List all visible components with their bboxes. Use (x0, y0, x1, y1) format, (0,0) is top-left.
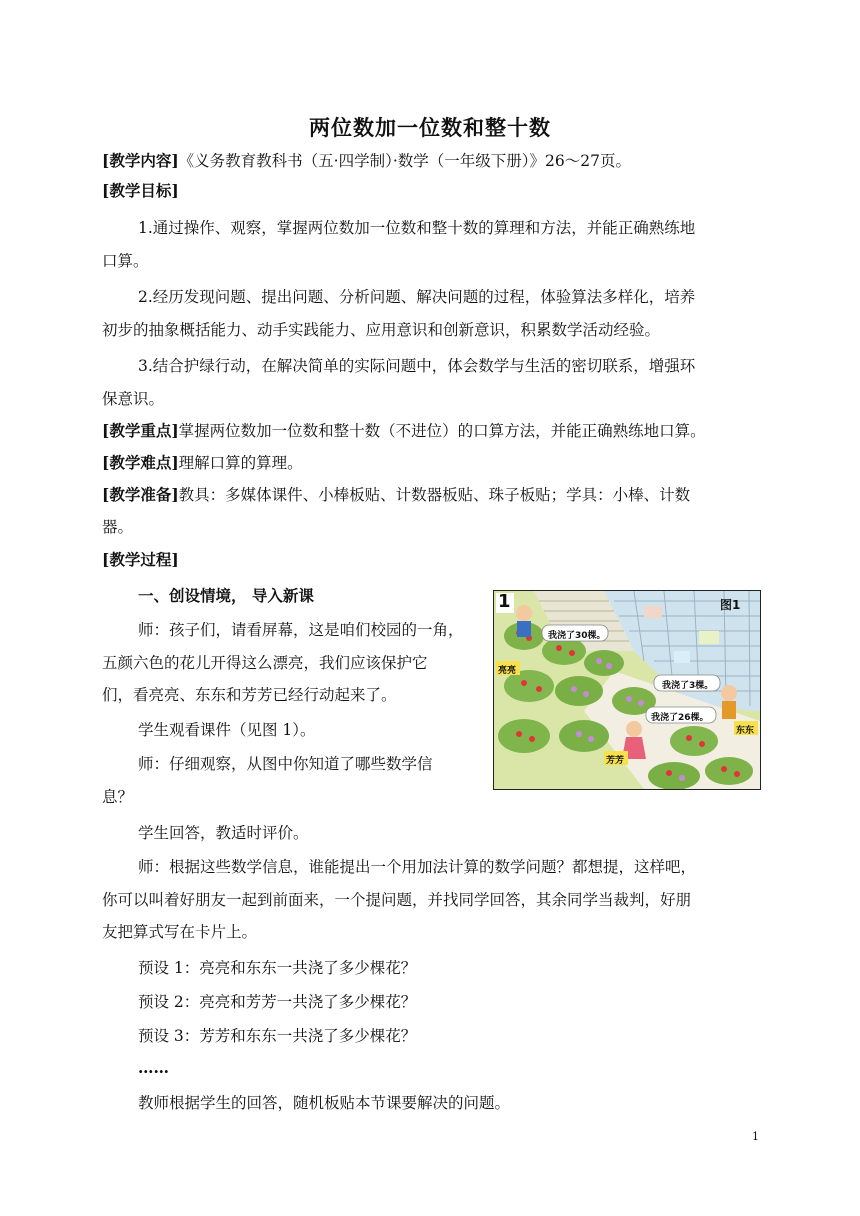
preset-question-2: 预设 2：亮亮和芳芳一共浇了多少棵花？ (138, 993, 417, 1011)
goal-2-line-b: 初步的抽象概括能力、动手实践能力、应用意识和创新意识，积累数学活动经验。 (102, 321, 661, 339)
content-label: [教学内容] (102, 151, 179, 170)
speech-bubble-3: 我浇了26棵。 (651, 713, 709, 723)
garden-scene-image (494, 591, 760, 789)
figure-1-illustration (493, 590, 761, 790)
goal-3-line-a: 3.结合护绿行动，在解决简单的实际问题中，体会数学与生活的密切联系，增强环 (138, 357, 696, 375)
paragraph-5b: 你可以叫着好朋友一起到前面来，一个提问题，并找同学回答，其余同学当裁判，好朋 (102, 891, 692, 909)
speech-bubble-1: 我浇了30棵。 (548, 631, 606, 641)
ellipsis: …… (138, 1058, 169, 1077)
figure-number: 1 (498, 591, 511, 612)
key-point-line (102, 420, 706, 442)
difficult-point-text: 理解口算的算理。 (178, 454, 303, 472)
paragraph-4: 学生回答，教适时评价。 (138, 824, 309, 842)
page-number: 1 (752, 1130, 759, 1143)
speech-bubble-2: 我浇了3棵。 (662, 681, 714, 691)
preparation-line (102, 484, 690, 506)
preparation-label: [教学准备] (102, 485, 179, 504)
preset-question-1: 预设 1：亮亮和东东一共浇了多少棵花？ (138, 959, 417, 977)
goals-label: [教学目标] (102, 181, 179, 200)
process-label: [教学过程] (102, 550, 179, 569)
name-tag-fangfang: 芳芳 (606, 756, 625, 766)
goal-1-line-b: 口算。 (102, 252, 149, 270)
goal-3-line-b: 保意识。 (102, 390, 165, 408)
content-line (102, 150, 631, 172)
name-tag-liangliang: 亮亮 (498, 666, 517, 676)
name-tag-dongdong: 东东 (736, 726, 755, 736)
key-point-text: 掌握两位数加一位数和整十数（不进位）的口算方法，并能正确熟练地口算。 (178, 422, 706, 440)
difficult-point-label: [教学难点] (102, 453, 179, 472)
paragraph-3b: 息？ (102, 788, 134, 806)
paragraph-1a: 师：孩子们，请看屏幕，这是咱们校园的一角， (138, 621, 464, 639)
key-point-label: [教学重点] (102, 421, 179, 440)
goal-1-line-a: 1.通过操作、观察，掌握两位数加一位数和整十数的算理和方法，并能正确熟练地 (138, 219, 696, 237)
figure-caption: 图1 (720, 598, 741, 612)
paragraph-1b: 五颜六色的花儿开得这么漂亮，我们应该保护它 (102, 654, 428, 672)
paragraph-3a: 师：仔细观察，从图中你知道了哪些数学信 (138, 755, 433, 773)
paragraph-6: 教师根据学生的回答，随机板贴本节课要解决的问题。 (138, 1094, 511, 1112)
content-text: 《义务教育教科书（五·四学制）·数学（一年级下册）》26～27页。 (178, 152, 631, 170)
paragraph-2: 学生观看课件（见图 1）。 (138, 721, 316, 739)
goal-2-line-a: 2.经历发现问题、提出问题、分析问题、解决问题的过程，体验算法多样化，培养 (138, 288, 696, 306)
paragraph-5c: 友把算式写在卡片上。 (102, 923, 258, 941)
preparation-text-cont: 器。 (102, 518, 134, 536)
page-title: 两位数加一位数和整十数 (309, 115, 551, 140)
difficult-point-line (102, 452, 303, 474)
preparation-text: 教具：多媒体课件、小棒板贴、计数器板贴、珠子板贴；学具：小棒、计数 (178, 486, 691, 504)
preset-question-3: 预设 3：芳芳和东东一共浇了多少棵花？ (138, 1027, 417, 1045)
paragraph-1c: 们，看亮亮、东东和芳芳已经行动起来了。 (102, 686, 397, 704)
section-heading: 一、创设情境， 导入新课 (138, 586, 314, 605)
paragraph-5a: 师：根据这些数学信息，谁能提出一个用加法计算的数学问题？都想提，这样吧， (138, 858, 697, 876)
